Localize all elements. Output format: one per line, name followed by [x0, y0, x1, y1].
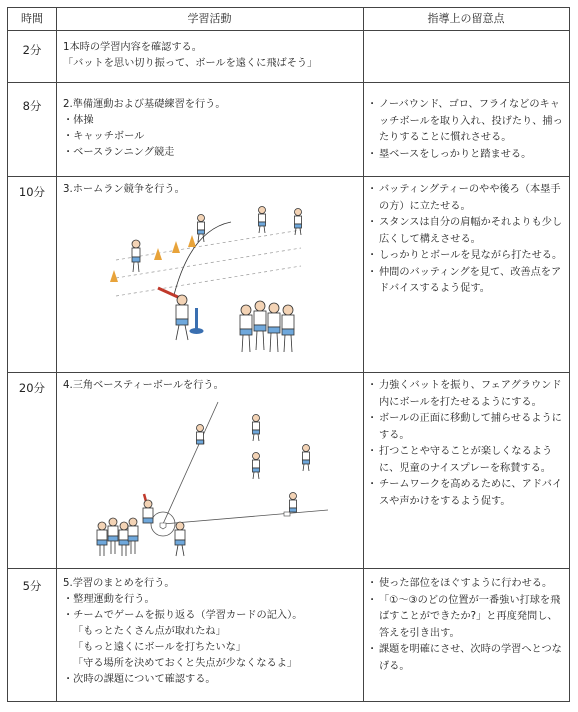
fielder-icon [198, 215, 205, 243]
fielder-icon [303, 445, 310, 472]
header-notes: 指導上の留意点 [427, 12, 505, 25]
activity-line: ・次時の課題について確認する。 [63, 674, 216, 685]
row-notes [370, 378, 566, 510]
note-item: ・ 使った部位をほぐすように行わせる。 [370, 576, 566, 593]
row-notes [370, 97, 566, 163]
row-divider [8, 82, 569, 83]
note-item: ・ 力強くバットを振り、フェアグラウンド内にボールを打たせるようにする。 [370, 378, 566, 411]
cone-icon [154, 248, 162, 260]
activity-line: ・ベースランニング競走 [63, 147, 175, 158]
batter-icon [158, 288, 188, 340]
note-item: ・ ボールの正面に移動して捕らせるようにする。 [370, 411, 566, 444]
activity-line: ・キャッチボール [63, 131, 145, 142]
row-activity [63, 182, 358, 198]
row-time: 5分 [22, 579, 42, 593]
note-item: ・ チームワークを高めるために、アドバイスや声かけをするよう促す。 [370, 477, 566, 510]
base-icon [284, 512, 290, 516]
triangle-base-illustration [88, 392, 338, 562]
activity-line: ・体操 [63, 115, 94, 126]
note-item: ・ 課題を明確にさせ、次時の学習へとつなげる。 [370, 642, 566, 675]
row-activity [63, 40, 358, 72]
row-activity [63, 97, 358, 161]
activity-line: 2.準備運動および基礎練習を行う。 [63, 99, 226, 110]
activity-line: ・チームでゲームを振り返る（学習カードの記入）。 [63, 610, 303, 621]
home-base-icon [160, 523, 166, 529]
note-item: ・ 打つことや守ることが楽しくなるように、児童のナイスプレーを称賛する。 [370, 444, 566, 477]
row-activity [63, 576, 358, 688]
row-divider [8, 372, 569, 373]
activity-line: 1本時の学習内容を確認する。 [63, 42, 202, 53]
row-notes [370, 576, 566, 675]
home-run-contest-illustration [96, 200, 306, 360]
header-divider [8, 30, 569, 31]
row-time: 2分 [22, 43, 42, 57]
header-time: 時間 [21, 12, 43, 25]
cone-icon [188, 235, 196, 247]
activity-line: 3.ホームラン競争を行う。 [63, 184, 185, 195]
note-item: ・ 仲間のバッティングを見て、改善点をアドバイスするよう促す。 [370, 265, 566, 298]
row-notes [370, 182, 566, 298]
header-activity: 学習活動 [187, 12, 232, 25]
fielder-icon [295, 209, 302, 236]
activity-line: ・整理運動を行う。 [63, 594, 155, 605]
row-time: 20分 [18, 381, 46, 395]
row-divider [8, 176, 569, 177]
note-item: ・ 「①～③のどの位置が一番強い打球を飛ばすことができたか?」と再度発問し、答えを引き出す。 [370, 593, 566, 643]
fielder-icon [253, 415, 260, 442]
note-item: ・ バッティングティーのやや後ろ（本塁手の方）に立たせる。 [370, 182, 566, 215]
note-item: ・ ノーバウンド、ゴロ、フライなどのキャッチボールを取り入れ、投げたり、捕ったりすることに慣れさせる。 [370, 97, 566, 147]
cone-icon [172, 241, 180, 253]
activity-line: 「もっとたくさん点が取れたね」 [73, 626, 226, 637]
catcher-icon [175, 522, 185, 556]
student-group-icon [97, 518, 138, 556]
activity-line: 4.三角ベースティーボールを行う。 [63, 380, 224, 391]
fielder-icon [132, 240, 140, 272]
fielder-icon [259, 207, 266, 234]
column-divider [363, 8, 364, 701]
activity-line: 「守る場所を決めておくと失点が少なくなるよ」 [73, 658, 298, 669]
lesson-plan-table [7, 7, 570, 702]
row-divider [8, 568, 569, 569]
note-item: ・ しっかりとボールを見ながら打たせる。 [370, 248, 566, 265]
activity-line: 「バットを思い切り振って、ボールを遠くに飛ばそう」 [63, 58, 318, 69]
note-item: ・ スタンスは自分の肩幅かそれよりも少し広くして構えさせる。 [370, 215, 566, 248]
batting-tee-icon [190, 308, 204, 334]
fielder-icon [197, 425, 204, 445]
student-group-icon [240, 301, 294, 352]
activity-line: 「もっと遠くにボールを打ちたいな」 [73, 642, 246, 653]
row-time: 10分 [18, 185, 46, 199]
activity-line: 5.学習のまとめを行う。 [63, 578, 175, 589]
fielder-icon [290, 493, 297, 513]
batter-icon [143, 494, 153, 523]
cone-icon [110, 270, 118, 282]
fielder-icon [253, 453, 260, 480]
column-divider [56, 8, 57, 701]
row-time: 8分 [22, 99, 42, 113]
note-item: ・ 塁ベースをしっかりと踏ませる。 [370, 147, 566, 164]
